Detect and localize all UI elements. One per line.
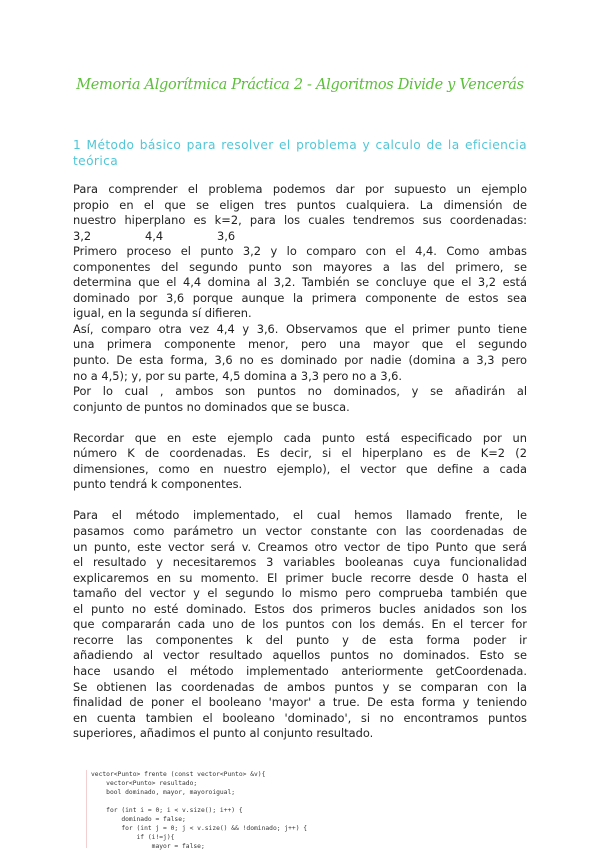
code-line: vector<Punto> resultado; bbox=[91, 780, 198, 787]
text-line: hace usando el método implementado anteriormente getCoordenada. bbox=[73, 663, 527, 678]
text-line: punto. De esta forma, 3,6 no es dominado por nadie (domina a 3,3 pero bbox=[73, 353, 527, 368]
code-line: for (int j = 0; j < v.size() && !dominado; j++) { bbox=[91, 825, 308, 832]
text-line: Así, comparo otra vez 4,4 y 3,6. Observamos que el primer punto tiene bbox=[73, 321, 527, 336]
code-line bbox=[91, 797, 421, 806]
code-line: vector<Punto> frente (const vector<Punto> &v){ bbox=[91, 771, 266, 778]
text-line: añadiendo al vector resultado aquellos puntos no dominados. Esto se bbox=[73, 648, 527, 663]
text-line: igual, en la segunda sí difieren. bbox=[73, 306, 252, 321]
text-line: dominado por 3,6 porque aunque la primera componente de estos sea bbox=[73, 290, 527, 305]
code-screenshot bbox=[86, 770, 421, 848]
coordinate: 3,2 bbox=[73, 228, 92, 243]
text-line: dimensiones, como en nuestro ejemplo), el vector que define a cada bbox=[73, 461, 527, 476]
text-line: explicaremos en su momento. El primer bucle recorre desde 0 hasta el bbox=[73, 570, 527, 585]
text-line: recorre las componentes k del punto y de esta forma poder ir bbox=[73, 632, 527, 647]
text-line: no a 4,5); y, por su parte, 4,5 domina a 3,3 pero no a 3,6. bbox=[73, 368, 403, 383]
code-line: for (int i = 0; i < v.size(); i++) { bbox=[91, 807, 243, 814]
text-line: determina que el 4,4 domina al 3,2. También se concluye que el 3,2 está bbox=[73, 275, 527, 290]
text-line: pasamos como parámetro un vector constante con las coordenadas de bbox=[73, 524, 527, 539]
text-line: superiores, añadimos el punto al conjunto resultado. bbox=[73, 726, 374, 741]
coordinate: 4,4 bbox=[145, 228, 164, 243]
text-line: componentes del segundo punto son mayores a las del primero, se bbox=[73, 259, 527, 274]
text-line: Primero proceso el punto 3,2 y lo comparo con el 4,4. Como ambas bbox=[73, 244, 527, 259]
paragraph-2 bbox=[73, 431, 527, 493]
text-line: finalidad de poner el booleano 'mayor' a true. De esta forma y teniendo bbox=[73, 695, 527, 710]
text-line: nuestro hiperplano es k=2, para los cuales tendremos sus coordenadas: bbox=[73, 213, 527, 228]
document-title: Memoria Algorítmica Práctica 2 - Algoritmos Divide y Vencerás bbox=[76, 77, 524, 93]
text-line: número K de coordenadas. Es decir, si el hiperplano es de K=2 (2 bbox=[73, 446, 527, 461]
text-line: tamaño del vector y el segundo lo mismo pero comprueba también que bbox=[73, 586, 527, 601]
text-line: Recordar que en este ejemplo cada punto está especificado por un bbox=[73, 430, 527, 445]
code-line: dominado = false; bbox=[91, 816, 186, 823]
coordinate: 3,6 bbox=[217, 228, 236, 243]
code-line: mayor = false; bbox=[91, 843, 205, 850]
text-line: Para comprender el problema podemos dar por supuesto un ejemplo bbox=[73, 182, 527, 196]
code-line: if (i!=j){ bbox=[91, 834, 175, 841]
text-line: Se obtienen las coordenadas de ambos puntos y se comparan con la bbox=[73, 679, 527, 694]
text-line: el punto no esté dominado. Estos dos primeros bucles anidados son los bbox=[73, 601, 527, 616]
text-line: punto tendrá k componentes. bbox=[73, 477, 243, 492]
text-line: que compararán cada uno de los puntos con los demás. En el tercer for bbox=[73, 617, 527, 632]
coordinates-line bbox=[73, 229, 527, 245]
text-line: en cuenta tambien el booleano 'dominado', si no encontramos puntos bbox=[73, 710, 527, 725]
text-line: el resultado y necesitaremos 3 variables booleanas cuya funcionalidad bbox=[73, 555, 527, 570]
text-line: Por lo cual , ambos son puntos no dominados, y se añadirán al bbox=[73, 384, 527, 399]
code-line: bool dominado, mayor, mayoroigual; bbox=[91, 789, 236, 796]
text-line: un punto, este vector será v. Creamos otro vector de tipo Punto que será bbox=[73, 539, 527, 554]
document-body bbox=[73, 182, 527, 742]
section-heading: 1 Método básico para resolver el problema y calculo de la eficiencia teórica bbox=[73, 138, 527, 168]
text-line: conjunto de puntos no dominados que se busca. bbox=[73, 399, 350, 414]
text-line: propio en el que se eligen tres puntos cualquiera. La dimensión de bbox=[73, 197, 527, 212]
text-line: una primera componente menor, pero una mayor que el segundo bbox=[73, 337, 527, 352]
code-block bbox=[91, 770, 421, 851]
paragraph-3 bbox=[73, 508, 527, 741]
paragraph-1 bbox=[73, 182, 527, 415]
text-line: Para el método implementado, el cual hemos llamado frente, le bbox=[73, 508, 527, 523]
